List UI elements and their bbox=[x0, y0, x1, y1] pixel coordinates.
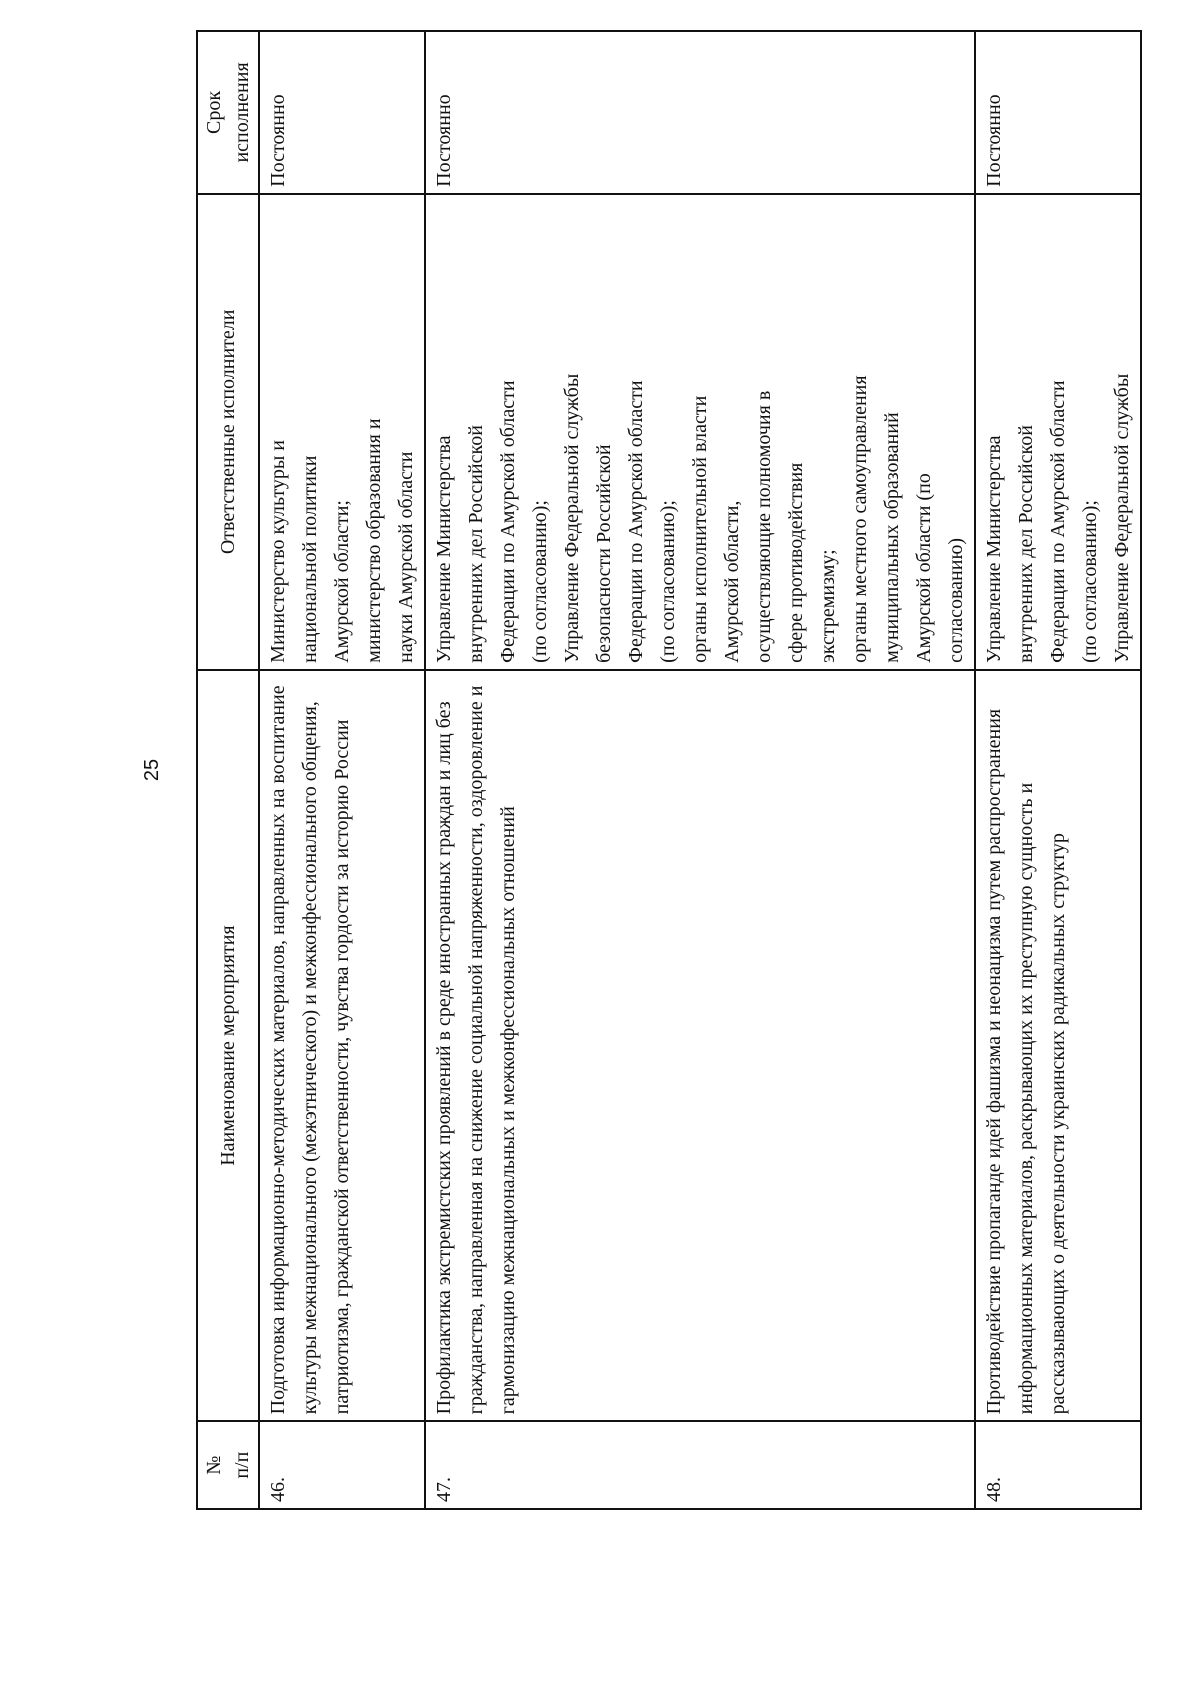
execution-term: Постоянно bbox=[975, 31, 1141, 194]
execution-term: Постоянно bbox=[425, 31, 975, 194]
table-row bbox=[259, 31, 425, 1509]
measure-name: Подготовка информационно-методических материалов, направленных на воспитание культуры межнационального (межэтнического) и межконфессионального общения, патриотизма, гражданской ответственности, чувства гордости за историю России bbox=[259, 670, 425, 1422]
measures-table bbox=[196, 30, 1142, 1510]
header-num: № п/п bbox=[197, 1421, 259, 1509]
row-number: 47. bbox=[425, 1421, 975, 1509]
row-number: 48. bbox=[975, 1421, 1141, 1509]
measure-name: Противодействие пропаганде идей фашизма и неонацизма путем распространения информационных материалов, раскрывающих их преступную сущность и рассказывающих о деятельности украинских радикальных структур bbox=[975, 670, 1141, 1422]
responsible-executors: Министерство культуры и национальной политики Амурской области; министерство образования и науки Амурской области bbox=[259, 194, 425, 670]
responsible-executors: Управление Министерства внутренних дел Российской Федерации по Амурской области (по согласованию); Управление Федеральной службы безопасности Российской Федерации по Амурской области (по согласованию); органы исполнительной власти Амурской области, осуществляющие полномочия в сфере противодействия экстремизму; органы местного самоуправления муниципальных образований Амурской области (по согласованию) bbox=[425, 194, 975, 670]
page-number: 25 bbox=[141, 758, 163, 782]
header-name: Наименование мероприятия bbox=[197, 670, 259, 1422]
execution-term: Постоянно bbox=[259, 31, 425, 194]
responsible-executors: Управление Министерства внутренних дел Российской Федерации по Амурской области (по согласованию); Управление Федеральной службы bbox=[975, 194, 1141, 670]
table-header-row bbox=[197, 31, 259, 1509]
rotated-page bbox=[141, 30, 1133, 1510]
header-term: Срок исполнения bbox=[197, 31, 259, 194]
measure-name: Профилактика экстремистских проявлений в среде иностранных граждан и лиц без гражданства, направленная на снижение социальной напряженности, оздоровление и гармонизацию межнациональных и межконфессиональных отношений bbox=[425, 670, 975, 1422]
row-number: 46. bbox=[259, 1421, 425, 1509]
table-row bbox=[425, 31, 975, 1509]
table-row bbox=[975, 31, 1141, 1509]
header-executors: Ответственные исполнители bbox=[197, 194, 259, 670]
